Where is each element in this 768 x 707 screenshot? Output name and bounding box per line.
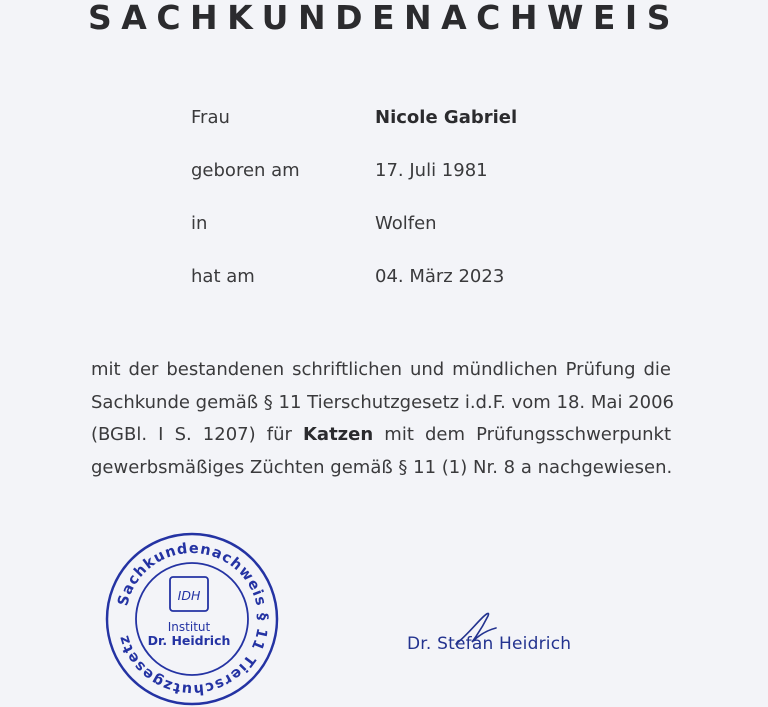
- signer-name: Dr. Stefan Heidrich: [407, 634, 572, 654]
- birth-place: Wolfen: [375, 213, 437, 234]
- exam-date: 04. März 2023: [375, 266, 505, 287]
- document-title: SACHKUNDENACHWEIS: [88, 0, 680, 37]
- stamp-logo: IDH: [177, 588, 201, 603]
- stamp-ring-text: Sachkundenachweis § 11 Tierschutzgesetz: [115, 540, 271, 698]
- label-birth-date: geboren am: [191, 160, 300, 181]
- paragraph-line-3-end: mit dem Prüfungsschwerpunkt: [373, 424, 671, 445]
- animal-type: Katzen: [302, 424, 374, 445]
- paragraph-line-2: Sachkunde gemäß § 11 Tierschutzgesetz i.d.F. vom 18. Mai 2006: [91, 391, 674, 413]
- birth-date: 17. Juli 1981: [375, 160, 488, 181]
- label-exam-date: hat am: [191, 266, 255, 287]
- label-birth-place: in: [191, 213, 208, 234]
- label-salutation: Frau: [191, 107, 230, 128]
- stamp-line-2: Dr. Heidrich: [147, 633, 231, 648]
- paragraph-line-1: mit der bestandenen schriftlichen und mündlichen Prüfung die: [91, 359, 671, 380]
- paragraph-line-4: gewerbsmäßiges Züchten gemäß § 11 (1) Nr. 8 a nachgewiesen.: [91, 456, 673, 478]
- stamp-line-1: Institut: [167, 620, 211, 634]
- holder-name: Nicole Gabriel: [375, 107, 518, 128]
- paragraph-line-3-start: (BGBl. I S. 1207) für: [91, 424, 303, 445]
- paragraph-line-3: [91, 419, 671, 452]
- certification-paragraph: [91, 354, 674, 484]
- institute-stamp: [104, 531, 280, 707]
